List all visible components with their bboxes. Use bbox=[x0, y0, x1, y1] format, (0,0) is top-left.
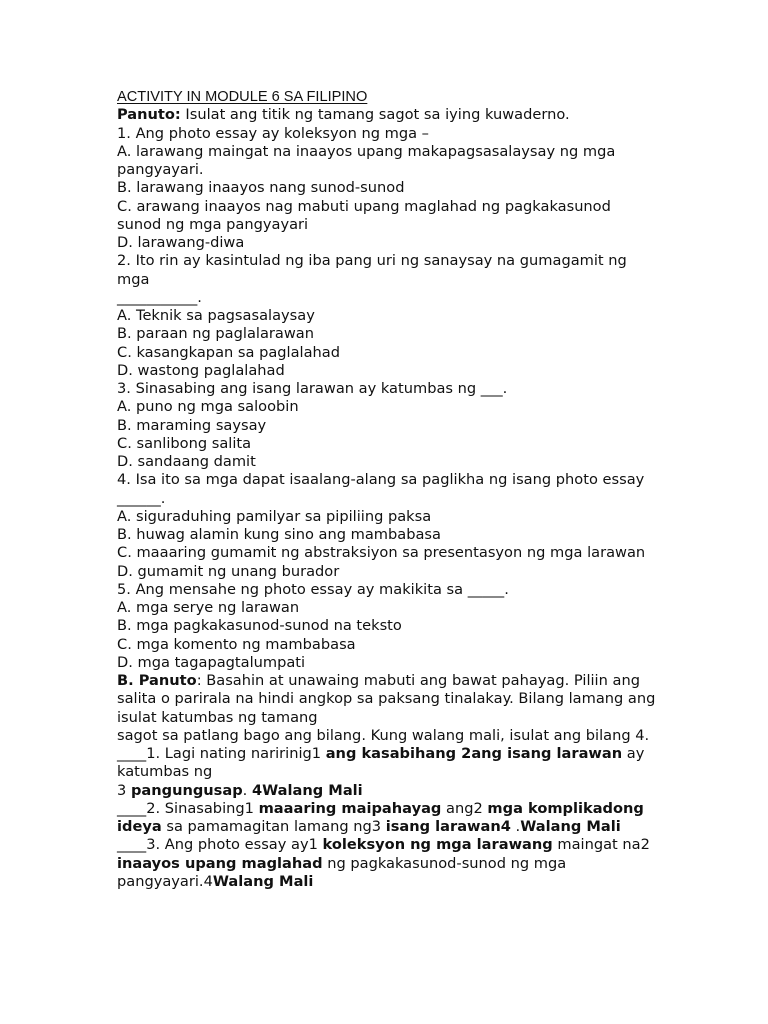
question-3-choice-d: D. sandaang damit bbox=[117, 453, 256, 470]
question-2-blank: ___________. bbox=[117, 288, 202, 306]
question-1-choice-a: A. larawang maingat na inaayos upang makapagsasalaysay ng mga pangyayari. bbox=[117, 142, 616, 178]
question-4-choice-a: A. siguraduhing pamilyar sa pipiliing paksa bbox=[117, 507, 432, 525]
part-a-instruction-text: Isulat ang titik ng tamang sagot sa iying kuwaderno. bbox=[180, 106, 570, 124]
item-3-bold-c: Walang Mali bbox=[212, 872, 314, 890]
item-2-bold-a: maaaring maipahayag bbox=[258, 799, 442, 817]
item-3-bold-a: koleksyon ng mga larawang bbox=[322, 836, 553, 854]
question-1-choice-b: B. larawang inaayos nang sunod-sunod bbox=[117, 179, 405, 197]
part-b-item-1 bbox=[117, 745, 657, 800]
question-1-stem: 1. Ang photo essay ay koleksyon ng mga – bbox=[117, 124, 429, 142]
item-3-text-b: maingat na2 bbox=[552, 836, 650, 854]
question-2-choice-d: D. wastong paglalahad bbox=[117, 361, 285, 379]
question-4-choice-b: B. huwag alamin kung sino ang mambabasa bbox=[117, 526, 441, 543]
part-b-instruction bbox=[117, 672, 657, 727]
item-2-bold-b: mga komplikadong ideya bbox=[117, 799, 644, 835]
item-2-bold-c: isang larawan4 bbox=[385, 818, 511, 835]
part-b-item-3 bbox=[117, 836, 657, 891]
question-2-choice-b: B. paraan ng paglalarawan bbox=[117, 325, 314, 343]
question-4-stem: 4. Isa ito sa mga dapat isaalang-alang sa paglikha ng isang photo essay ______. bbox=[117, 471, 645, 507]
part-a-instruction bbox=[117, 106, 657, 124]
question-2-choice-a: A. Teknik sa pagsasalaysay bbox=[117, 307, 315, 324]
part-b-instruction-2: sagot sa patlang bago ang bilang. Kung walang mali, isulat ang bilang 4. bbox=[117, 726, 650, 744]
part-b-label: B. Panuto bbox=[117, 672, 197, 689]
question-4-choice-c: C. maaaring gumamit ng abstraksiyon sa presentasyon ng mga larawan bbox=[117, 544, 646, 562]
item-3-text-a: ____3. Ang photo essay ay1 bbox=[117, 836, 323, 854]
item-3-bold-b: inaayos upang maglahad bbox=[117, 854, 323, 872]
question-3-stem: 3. Sinasabing ang isang larawan ay katumbas ng ___. bbox=[117, 380, 508, 397]
part-b-item-2 bbox=[117, 800, 657, 837]
item-1-text-b: ay katumbas ng bbox=[117, 745, 645, 781]
document-page bbox=[117, 88, 657, 891]
item-1-text-d: . bbox=[242, 781, 252, 799]
item-1-text-a: ____1. Lagi nating naririnig1 bbox=[117, 745, 326, 762]
question-5-stem: 5. Ang mensahe ng photo essay ay makikita sa _____. bbox=[117, 580, 509, 598]
question-3-choice-a: A. puno ng mga saloobin bbox=[117, 398, 299, 416]
question-4-choice-d: D. gumamit ng unang burador bbox=[117, 562, 340, 580]
item-1-bold-c: 4Walang Mali bbox=[251, 781, 363, 799]
item-2-bold-d: Walang Mali bbox=[520, 818, 621, 835]
part-b-instruction-text: : Basahin at unawaing mabuti ang bawat pahayag. Piliin ang salita o parirala na hindi angkop sa paksang tinalakay. Bilang lamang ang isulat katumbas ng tamang bbox=[117, 672, 656, 726]
item-2-text-b: ang2 bbox=[441, 799, 488, 817]
item-2-text-d: . bbox=[510, 818, 521, 835]
item-2-text-c: sa pamamagitan lamang ng3 bbox=[161, 818, 386, 835]
item-1-bold-b: pangungusap bbox=[130, 781, 243, 799]
part-a-label: Panuto: bbox=[117, 106, 181, 124]
item-1-bold-a: ang kasabihang 2ang isang larawan bbox=[325, 745, 623, 762]
question-2-choice-c: C. kasangkapan sa paglalahad bbox=[117, 343, 341, 361]
question-1-choice-c: C. arawang inaayos nag mabuti upang maglahad ng pagkakasunod sunod ng mga pangyayari bbox=[117, 197, 611, 233]
item-3-text-c: ng pagkakasunod-sunod ng mga pangyayari.4 bbox=[117, 854, 567, 890]
question-1-choice-d: D. larawang-diwa bbox=[117, 234, 245, 251]
question-3-choice-c: C. sanlibong salita bbox=[117, 434, 252, 452]
question-5-choice-d: D. mga tagapagtalumpati bbox=[117, 653, 306, 671]
question-3-choice-b: B. maraming saysay bbox=[117, 416, 267, 434]
question-5-choice-a: A. mga serye ng larawan bbox=[117, 599, 300, 616]
item-2-text-a: ____2. Sinasabing1 bbox=[117, 799, 259, 817]
question-5-choice-b: B. mga pagkakasunod-sunod na teksto bbox=[117, 617, 402, 635]
question-5-choice-c: C. mga komento ng mambabasa bbox=[117, 635, 356, 653]
document-title: ACTIVITY IN MODULE 6 SA FILIPINO bbox=[117, 89, 368, 105]
item-1-text-c: 3 bbox=[117, 781, 131, 799]
question-2-stem: 2. Ito rin ay kasintulad ng iba pang uri ng sanaysay na gumagamit ng mga bbox=[117, 252, 627, 288]
